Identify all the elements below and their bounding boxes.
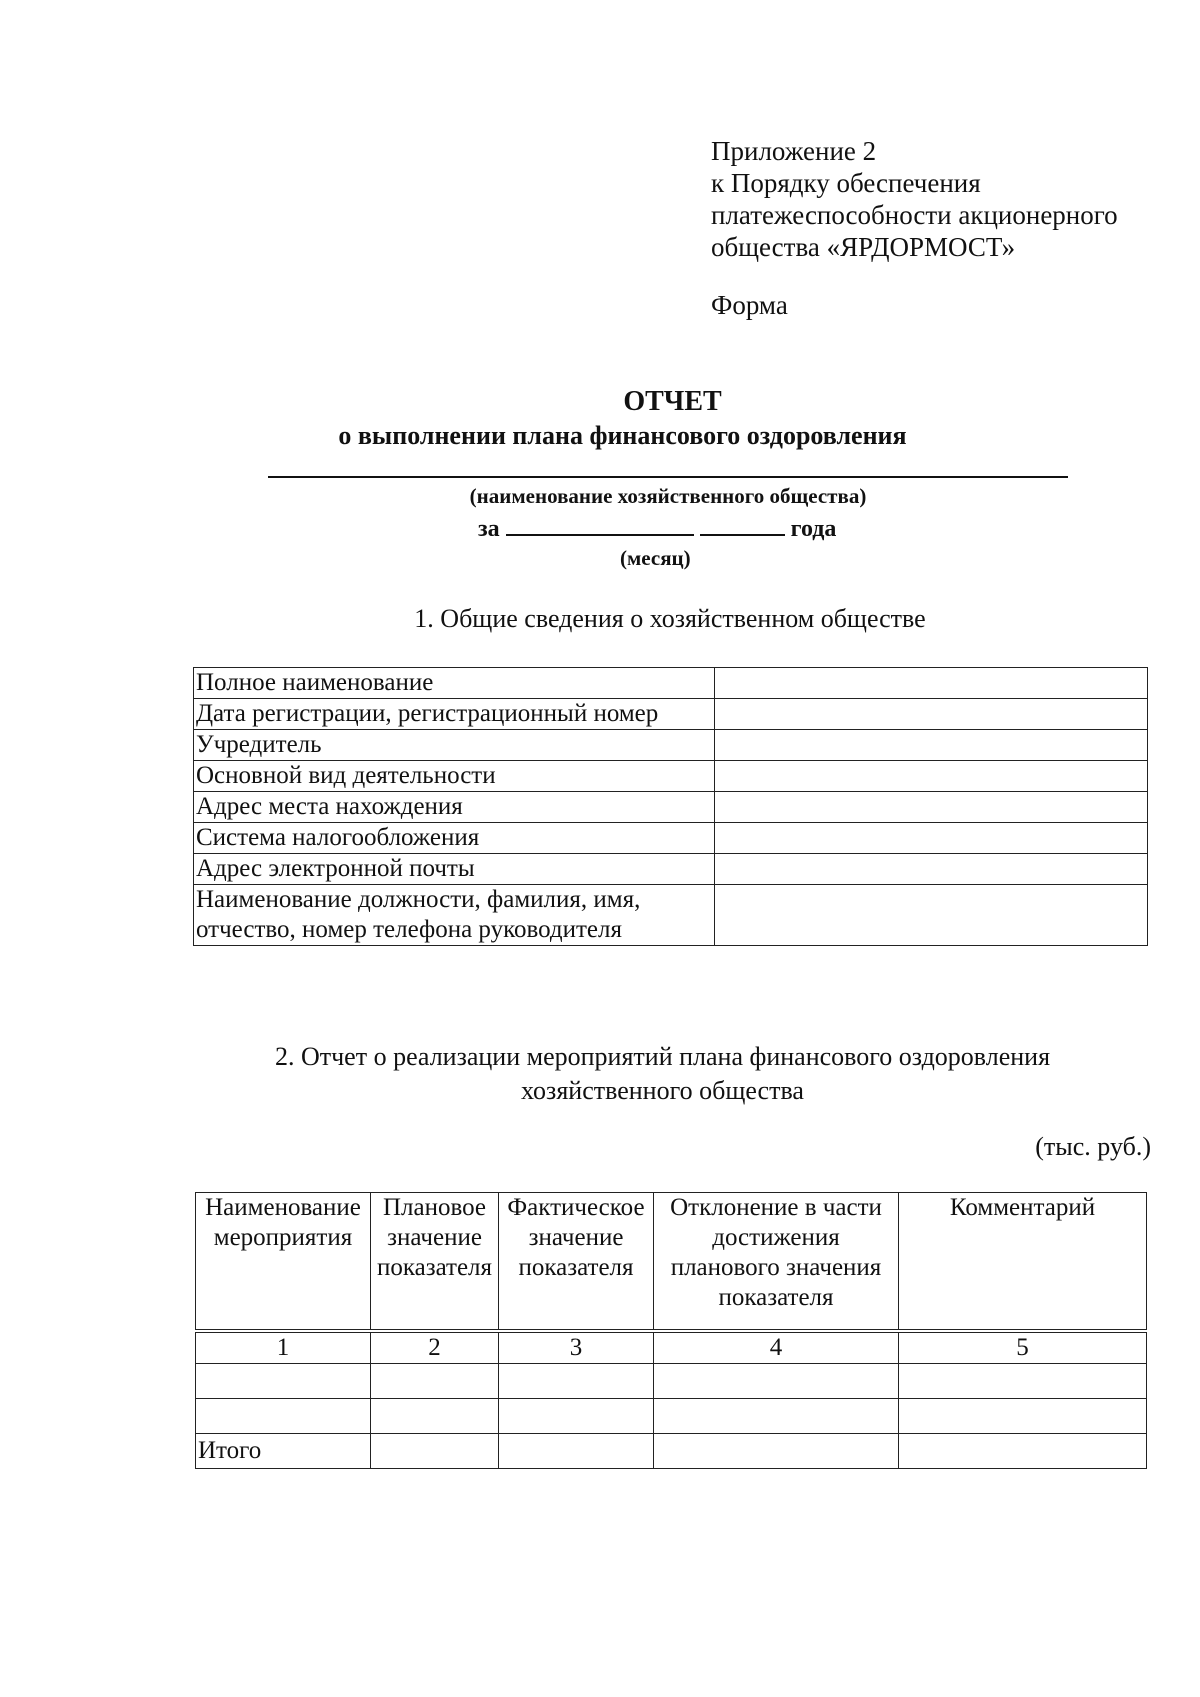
table-row	[194, 668, 1148, 699]
column-numbers-row	[196, 1331, 1147, 1364]
measures-table	[195, 1192, 1147, 1469]
column-header: Наименование мероприятия	[196, 1193, 371, 1332]
column-number: 5	[899, 1331, 1147, 1364]
column-number: 4	[654, 1331, 899, 1364]
column-header: Плановое значение показателя	[371, 1193, 499, 1332]
column-number: 2	[371, 1331, 499, 1364]
table-cell	[654, 1364, 899, 1399]
appendix-line: платежеспособности акционерного	[711, 200, 1118, 230]
appendix-line: к Порядку обеспечения	[711, 168, 981, 198]
table-cell	[499, 1364, 654, 1399]
info-label: Наименование должности, фамилия, имя, отчество, номер телефона руководителя	[194, 885, 715, 946]
appendix-block	[711, 135, 1118, 321]
report-title: ОТЧЕТ	[623, 386, 722, 417]
table-row	[194, 854, 1148, 885]
section2-title-line: 2. Отчет о реализации мероприятий плана финансового оздоровления	[274, 1042, 1051, 1071]
table-row	[196, 1364, 1147, 1399]
table-row	[194, 761, 1148, 792]
info-value-cell	[715, 823, 1148, 854]
info-label: Адрес места нахождения	[194, 792, 715, 823]
month-caption: (месяц)	[620, 546, 691, 570]
company-info-table	[193, 667, 1148, 946]
year-blank	[700, 512, 785, 536]
table-row	[194, 823, 1148, 854]
table-cell	[899, 1399, 1147, 1434]
table-cell	[899, 1364, 1147, 1399]
info-label: Учредитель	[194, 730, 715, 761]
table-row	[194, 885, 1148, 946]
table-row	[196, 1399, 1147, 1434]
info-label: Дата регистрации, регистрационный номер	[194, 699, 715, 730]
column-number: 3	[499, 1331, 654, 1364]
company-name-caption: (наименование хозяйственного общества)	[469, 484, 867, 508]
info-value-cell	[715, 699, 1148, 730]
table-cell	[654, 1399, 899, 1434]
table-cell	[371, 1434, 499, 1469]
table-cell	[196, 1364, 371, 1399]
report-header	[0, 385, 1200, 453]
report-period	[478, 512, 836, 543]
column-header: Отклонение в части достижения планового значения показателя	[654, 1193, 899, 1332]
column-number: 1	[196, 1331, 371, 1364]
appendix-line: Приложение 2	[711, 136, 877, 166]
month-blank	[506, 512, 694, 536]
form-label: Форма	[711, 290, 788, 320]
table-cell	[371, 1364, 499, 1399]
info-label: Система налогообложения	[194, 823, 715, 854]
units-label: (тыс. руб.)	[1035, 1132, 1151, 1161]
table-row	[194, 699, 1148, 730]
info-value-cell	[715, 668, 1148, 699]
header-row	[196, 1193, 1147, 1332]
table-cell	[371, 1399, 499, 1434]
info-label: Адрес электронной почты	[194, 854, 715, 885]
table-cell	[654, 1434, 899, 1469]
table-row	[194, 730, 1148, 761]
total-row	[196, 1434, 1147, 1469]
section2-title-line: хозяйственного общества	[521, 1076, 804, 1105]
info-label: Полное наименование	[194, 668, 715, 699]
table-cell	[499, 1399, 654, 1434]
total-label: Итого	[196, 1434, 371, 1469]
table-cell	[899, 1434, 1147, 1469]
info-label: Основной вид деятельности	[194, 761, 715, 792]
report-subtitle: о выполнении плана финансового оздоровления	[338, 421, 907, 450]
table-cell	[499, 1434, 654, 1469]
info-value-cell	[715, 854, 1148, 885]
info-value-cell	[715, 761, 1148, 792]
table-cell	[196, 1399, 371, 1434]
info-value-cell	[715, 885, 1148, 946]
period-suffix: года	[790, 516, 837, 542]
info-value-cell	[715, 730, 1148, 761]
column-header: Комментарий	[899, 1193, 1147, 1332]
company-name-line	[268, 476, 1068, 478]
appendix-line: общества «ЯРДОРМОСТ»	[711, 232, 1016, 262]
info-value-cell	[715, 792, 1148, 823]
column-header: Фактическое значение показателя	[499, 1193, 654, 1332]
table-row	[194, 792, 1148, 823]
section2-title	[0, 1040, 1200, 1108]
section1-title: 1. Общие сведения о хозяйственном обществе	[414, 604, 926, 633]
period-prefix: за	[478, 516, 500, 542]
